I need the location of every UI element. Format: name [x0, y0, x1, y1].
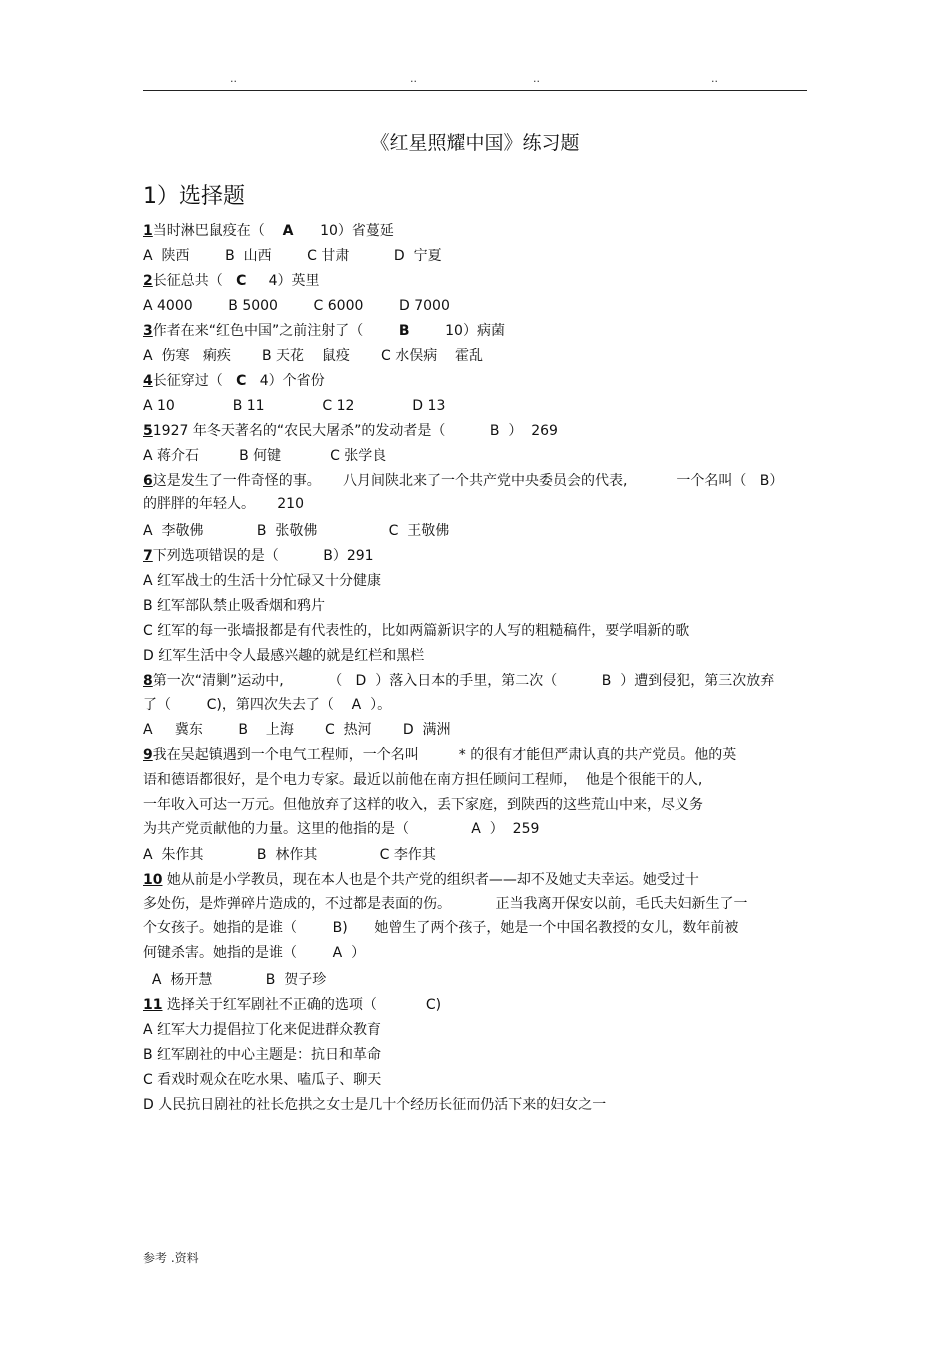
line-text: 何键杀害。她指的是谁（ A ）	[143, 945, 366, 961]
line-text: 选择关于红军剧社不正确的选项（ C)	[162, 997, 442, 1013]
line-text: 她从前是小学教员，现在本人也是个共产党的组织者——却不及她丈夫幸运。她受过十	[162, 872, 699, 888]
option-line	[143, 846, 436, 864]
line-text: 为共产党贡献他的力量。这里的他指的是（ A ） 259	[143, 821, 540, 837]
line-text: 个女孩子。她指的是谁（ B) 她曾生了两个孩子，她是一个中国名教授的女儿，数年前被	[143, 920, 739, 936]
question-line	[143, 871, 699, 889]
line-tail: 4）个省份	[246, 373, 325, 389]
question-number: 4	[143, 373, 153, 389]
option-line	[143, 895, 748, 913]
option-line	[143, 771, 702, 789]
line-text: A 10 B 11 C 12 D 13	[143, 398, 446, 414]
line-text: 下列选项错误的是（ B）291	[152, 548, 374, 564]
answer-letter: A	[282, 223, 294, 239]
line-text: A 蒋介石 B 何键 C 张学良	[143, 448, 387, 464]
line-text: 作者在来“红色中国”之前注射了（	[152, 323, 399, 339]
header-mark-2: ..	[410, 72, 417, 85]
question-number: 2	[143, 273, 153, 289]
option-line	[143, 522, 449, 540]
line-text: A 朱作其 B 林作其 C 李作其	[143, 847, 436, 863]
line-text: C 看戏时观众在吃水果、嗑瓜子、聊天	[143, 1072, 382, 1088]
option-line	[143, 347, 483, 365]
option-line	[143, 1021, 381, 1039]
option-line	[143, 919, 738, 937]
question-number: 7	[143, 548, 153, 564]
option-line	[143, 944, 365, 962]
option-line	[143, 597, 325, 615]
question-line	[143, 746, 736, 764]
question-number: 9	[143, 747, 153, 763]
option-line	[143, 820, 539, 838]
line-text: 1927 年冬天著名的“农民大屠杀”的发动者是（ B ） 269	[152, 423, 558, 439]
option-line	[143, 622, 689, 640]
line-text: 一年收入可达一万元。但他放弃了这样的收入，丢下家庭，到陕西的这些荒山中来，尽义务	[143, 797, 703, 813]
line-text: 当时淋巴鼠疫在（	[152, 223, 283, 239]
option-line	[143, 495, 304, 513]
line-text: 第一次“清剿”运动中, （ D ）落入日本的手里，第二次（ B ）遭到侵犯，第三次放弃	[152, 673, 775, 689]
option-line	[143, 696, 391, 714]
line-tail: 10）病菌	[409, 323, 505, 339]
question-line	[143, 422, 558, 440]
line-text: 的胖胖的年轻人。 210	[143, 496, 304, 512]
line-text: 了（ C)，第四次失去了（ A ）。	[143, 697, 392, 713]
option-line	[143, 397, 445, 415]
option-line	[143, 297, 450, 315]
question-line	[143, 672, 774, 690]
option-line	[143, 247, 442, 265]
page-title: 《红星照耀中国》练习题	[370, 132, 580, 154]
question-number: 3	[143, 323, 153, 339]
line-tail: 4）英里	[246, 273, 320, 289]
option-line	[143, 1071, 381, 1089]
option-line	[143, 1046, 381, 1064]
question-number: 6	[143, 473, 153, 489]
line-text: 我在吴起镇遇到一个电气工程师，一个名叫 * 的很有才能但严肃认真的共产党员。他的英	[152, 747, 737, 763]
header-mark-1: ..	[230, 72, 237, 85]
question-line	[143, 547, 374, 565]
section-heading: 1）选择题	[143, 184, 245, 209]
question-line	[143, 996, 441, 1014]
option-line	[143, 796, 703, 814]
option-line	[143, 572, 381, 590]
header-mark-3: ..	[533, 72, 540, 85]
option-line	[143, 971, 326, 989]
line-text: 长征总共（	[152, 273, 237, 289]
line-text: A 红军大力提倡拉丁化来促进群众教育	[143, 1022, 382, 1038]
answer-letter: B	[398, 323, 410, 339]
line-text: B 红军剧社的中心主题是：抗日和革命	[143, 1047, 382, 1063]
question-line	[143, 222, 394, 240]
answer-letter: C	[236, 373, 247, 389]
line-text: A 红军战士的生活十分忙碌又十分健康	[143, 573, 382, 589]
question-line	[143, 322, 505, 340]
option-line	[143, 1096, 606, 1114]
page-footer: 参考 .资料	[143, 1251, 199, 1265]
option-line	[143, 721, 451, 739]
question-number: 5	[143, 423, 153, 439]
question-line	[143, 272, 320, 290]
option-line	[143, 647, 424, 665]
header-rule	[143, 90, 807, 91]
header-mark-4: ..	[711, 72, 718, 85]
question-number: 1	[143, 223, 153, 239]
answer-letter: C	[236, 273, 247, 289]
line-text: A 伤寒 痢疾 B 天花 鼠疫 C 水俣病 霍乱	[143, 348, 484, 364]
line-text: A 4000 B 5000 C 6000 D 7000	[143, 298, 450, 314]
line-text: A 杨开慧 B 贺子珍	[143, 972, 327, 988]
question-number: 8	[143, 673, 153, 689]
question-number: 10	[143, 872, 163, 888]
question-number: 11	[143, 997, 163, 1013]
line-text: A 李敬佛 B 张敬佛 C 王敬佛	[143, 523, 450, 539]
line-text: 语和德语都很好，是个电力专家。最近以前他在南方担任顾问工程师， 他是个很能干的人,	[143, 772, 703, 788]
line-text: C 红军的每一张墙报都是有代表性的，比如两篇新识字的人写的粗糙稿件，要学唱新的歌	[143, 623, 690, 639]
line-text: A 冀东 B 上海 C 热河 D 满洲	[143, 722, 451, 738]
question-line	[143, 472, 783, 490]
line-text: 多处伤，是炸弹碎片造成的，不过都是表面的伤。 正当我离开保安以前，毛氏夫妇新生了一	[143, 896, 748, 912]
line-text: A 陕西 B 山西 C 甘肃 D 宁夏	[143, 248, 442, 264]
line-text: 长征穿过（	[152, 373, 237, 389]
line-tail: 10）省蔓延	[293, 223, 394, 239]
option-line	[143, 447, 386, 465]
line-text: 这是发生了一件奇怪的事。 八月间陕北来了一个共产党中央委员会的代表, 一个名叫（ B）	[152, 473, 784, 489]
line-text: D 人民抗日剧社的社长危拱之女士是几十个经历长征而仍活下来的妇女之一	[143, 1097, 607, 1113]
question-line	[143, 372, 325, 390]
line-text: B 红军部队禁止吸香烟和鸦片	[143, 598, 326, 614]
line-text: D 红军生活中令人最感兴趣的就是红栏和黑栏	[143, 648, 425, 664]
